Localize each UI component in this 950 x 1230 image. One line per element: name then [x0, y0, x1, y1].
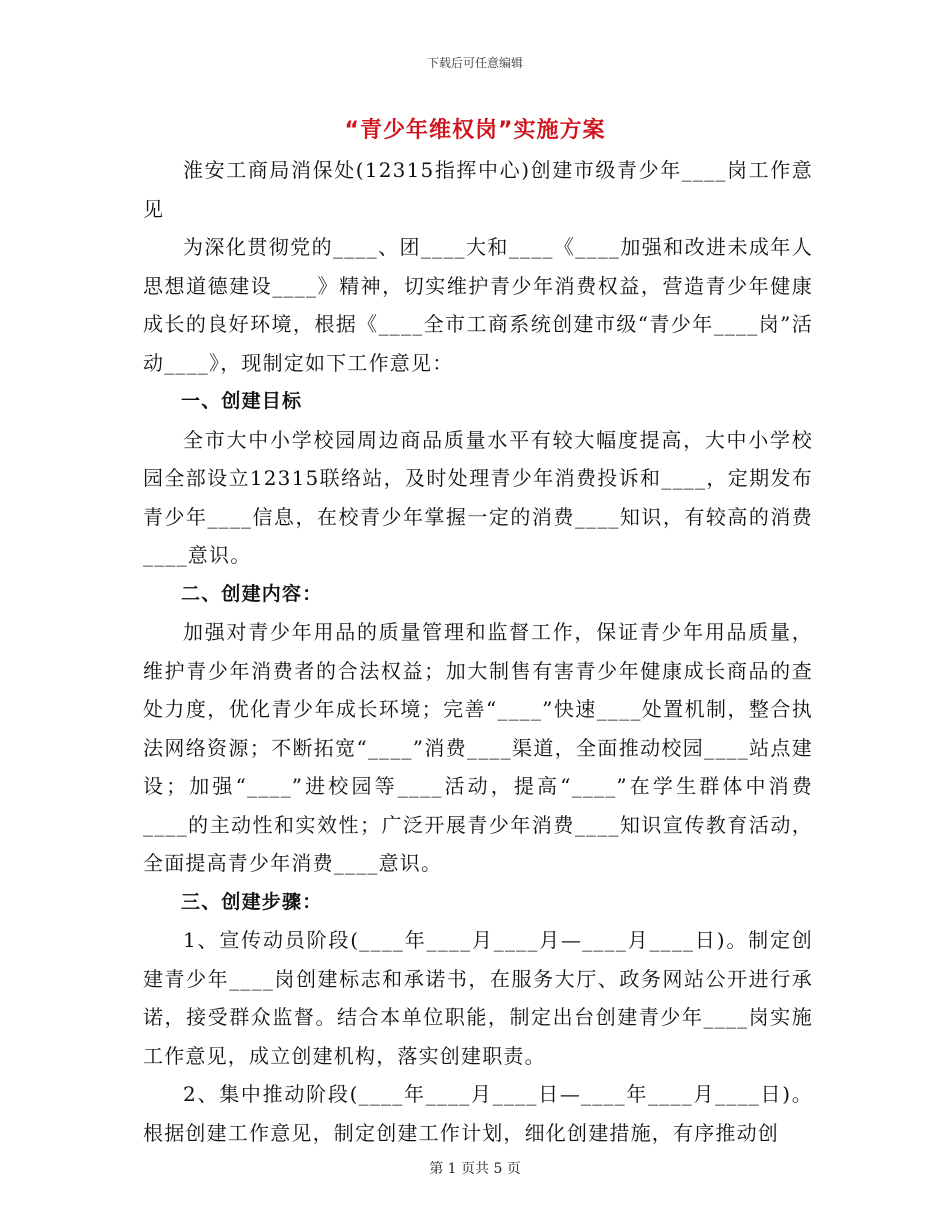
document-body	[143, 151, 813, 1152]
section-heading-content: 二、创建内容：	[181, 582, 323, 605]
document-title: “青少年维权岗”实施方案	[344, 118, 606, 143]
goals-paragraph: 全市大中小学校园周边商品质量水平有较大幅度提高，大中小学校园全部设立12315联络站，及时处理青少年消费投诉和____，定期发布青少年____信息，在校青少年掌握一定的消费____知识，有较高的消费____意识。	[143, 427, 813, 567]
section-heading-steps: 三、创建步骤：	[181, 890, 323, 913]
page-header-note: 下载后可任意编辑	[426, 56, 523, 70]
step-1-paragraph: 1、宣传动员阶段(____年____月____月—____月____日)。制定创建青少年____岗创建标志和承诺书，在服务大厅、政务网站公开进行承诺，接受群众监督。结合本单位职能，制定出台创建青少年____岗实施工作意见，成立创建机构，落实创建职责。	[143, 928, 813, 1068]
intro-paragraph: 淮安工商局消保处(12315指挥中心)创建市级青少年____岗工作意见	[143, 158, 813, 221]
step-2-paragraph: 2、集中推动阶段(____年____月____日—____年____月____日)。根据创建工作意见，制定创建工作计划，细化创建措施，有序推动创	[143, 1082, 813, 1145]
page-number-footer: 第 1 页共 5 页	[429, 1161, 521, 1177]
purpose-paragraph: 为深化贯彻党的____、团____大和____《____加强和改进未成年人思想道德建设____》精神，切实维护青少年消费权益，营造青少年健康成长的良好环境，根据《____全市工商系统创建市级“青少年____岗”活动____》，现制定如下工作意见：	[143, 235, 813, 375]
content-paragraph: 加强对青少年用品的质量管理和监督工作，保证青少年用品质量，维护青少年消费者的合法权益；加大制售有害青少年健康成长商品的查处力度，优化青少年成长环境；完善“____”快速____处置机制，整合执法网络资源；不断拓宽“____”消费____渠道，全面推动校园____站点建设；加强“____”进校园等____活动，提高“____”在学生群体中消费____的主动性和实效性；广泛开展青少年消费____知识宣传教育活动，全面提高青少年消费____意识。	[143, 620, 813, 875]
section-heading-goals: 一、创建目标	[181, 390, 303, 412]
